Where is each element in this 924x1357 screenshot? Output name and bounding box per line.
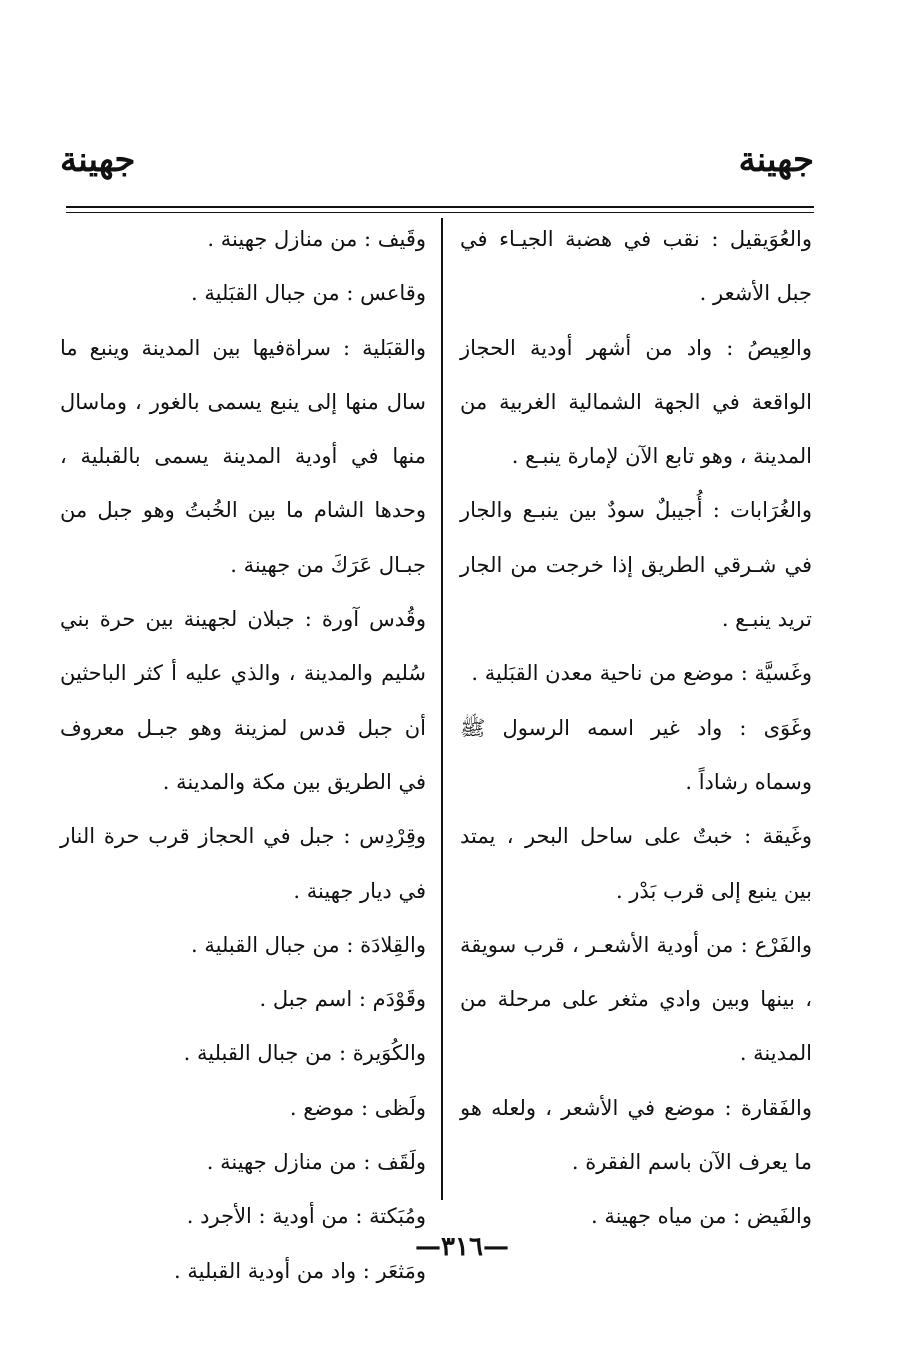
entry: والفَرْع : من أودية الأشعـر ، قرب سويقة ، بينها وبين وادي مثغر على مرحلة من المدينة . [460,932,812,1066]
left-column [60,212,426,1298]
entry: وقَيف : من منازل جهينة . [207,227,426,251]
entry: والكُوَيرة : من جبال القبلية . [183,1041,426,1066]
entry: والفَيض : من مياه جهينة . [590,1204,812,1229]
entry: وقُدس آورة : جبلان لجهينة بين حرة بني سُليم والمدينة ، والذي عليه أ كثر الباحثين أن جبل قدس لمزينة وهو جبـل معروف في الطريق بين مكة والمدينة . [60,607,426,794]
entry: وغَيقة : خبتٌ على ساحل البحر ، يمتد بين ينبع إلى قرب بَدْر . [460,824,812,903]
entry: وقَوْدَم : اسم جبل . [259,987,426,1012]
running-header-right: جهينة [738,140,814,180]
entry: ومَثعَر : واد من أودية القبلية . [174,1258,426,1283]
entry: والفَقارة : موضع في الأشعر ، ولعله هو ما يعرف الآن باسم الفقرة . [460,1095,812,1175]
page-number: —٣١٦— [415,1232,509,1262]
entry: ولَقَف : من منازل جهينة . [206,1150,426,1175]
entry: والقِلادَة : من جبال القبلية . [191,932,426,957]
entry: وقاعس : من جبال القبَلية . [191,281,426,306]
column-divider [441,218,443,1200]
entry: وغَسيَّة : موضع من ناحية معدن القبَلية . [471,661,812,686]
entry: ولَظى : موضع . [289,1095,426,1120]
entry: ومُبَكتة : من أودية : الأجرد . [186,1204,426,1229]
right-column [460,212,812,1244]
entry: والعُوَيقيل : نقب في هضبة الجيـاء في جبل الأشعر . [460,227,812,306]
entry: والعِيصُ : واد من أشهر أودية الحجاز الواقعة في الجهة الشمالية الغربية من المدينة ، وهو تابع الآن لإمارة ينبـع . [460,335,812,469]
entry: وقِرْدِس : جبل في الحجاز قرب حرة النار في ديار جهينة . [60,824,426,903]
running-header-left: جهينة [60,140,136,180]
header-rule [66,206,814,208]
entry: وغَوَى : واد غير اسمه الرسول ﷺ وسماه رشاداً . [460,715,812,794]
entry: والغُرَابات : أُجيبلٌ سودٌ بين ينبـع والجار في شـرقي الطريق إذا خرجت من الجار تريد ينبـع . [460,498,812,632]
entry: والقبَلية : سراةفيها بين المدينة وينبع ما سال منها إلى ينبع يسمى بالغور ، وماسال منها في أودية المدينة يسمى بالقبلية ، وحدها الشام ما بين الخُبتُ وهو جبل من جبـال عَرَكَ من جهينة . [60,335,426,577]
